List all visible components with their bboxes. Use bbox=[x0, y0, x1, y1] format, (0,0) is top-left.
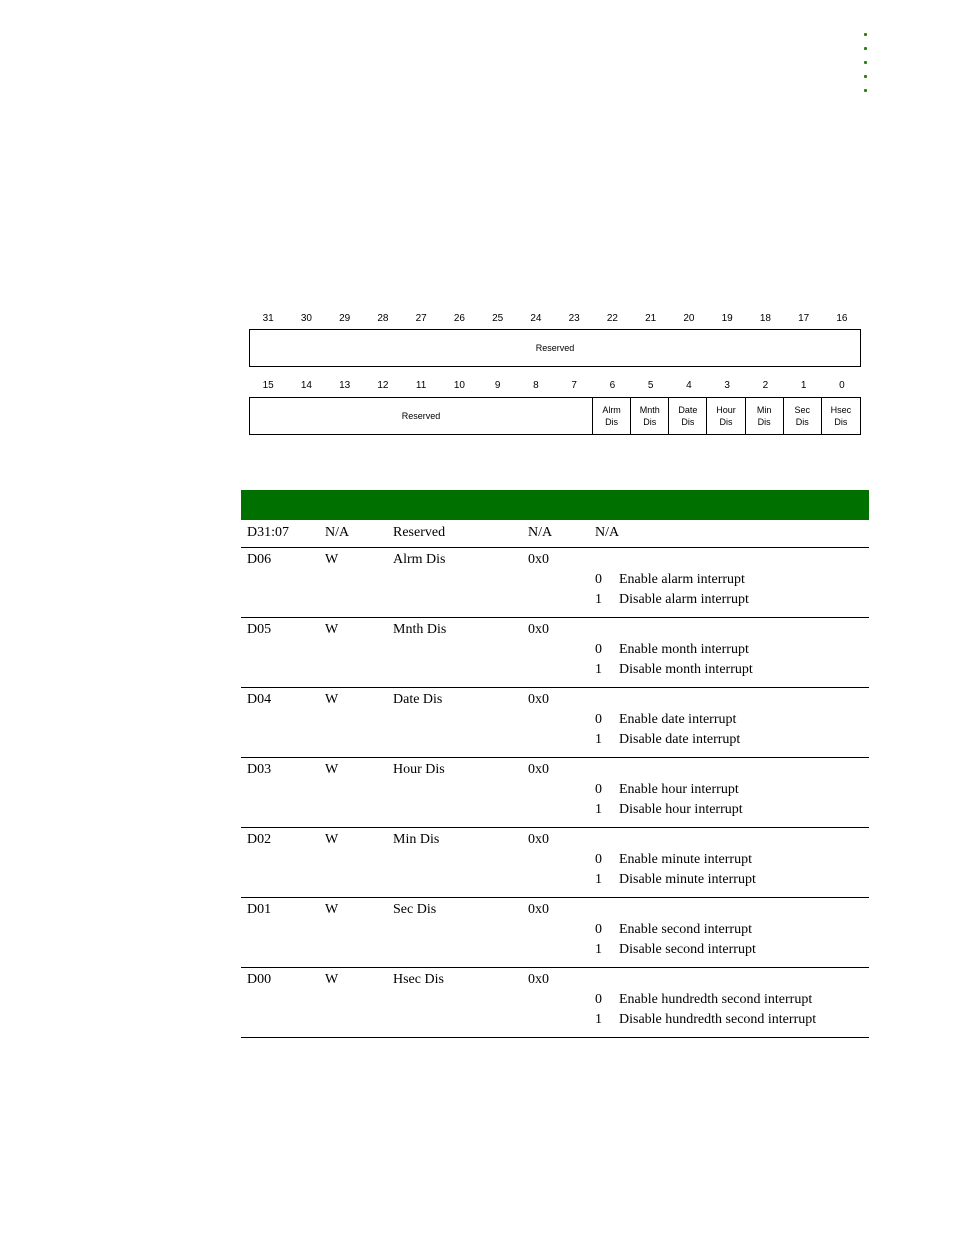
option-value: 0 bbox=[595, 642, 602, 657]
field-label: Dis bbox=[834, 417, 848, 427]
table-row bbox=[241, 898, 869, 968]
table-row bbox=[241, 688, 869, 758]
cell-mnemonic: Min Dis bbox=[393, 832, 440, 847]
cell-reset: 0x0 bbox=[528, 832, 549, 847]
register-low-half bbox=[249, 397, 861, 435]
table-row bbox=[241, 520, 869, 548]
bit-number: 29 bbox=[339, 313, 351, 324]
cell-mnemonic: Reserved bbox=[393, 525, 446, 540]
field-label: Min bbox=[756, 405, 772, 415]
cell-bits: D03 bbox=[247, 762, 272, 777]
cell-mnemonic: Mnth Dis bbox=[393, 622, 447, 637]
cell-access: W bbox=[325, 762, 339, 777]
option-description: Enable month interrupt bbox=[619, 642, 749, 657]
option-description: Disable hour interrupt bbox=[619, 802, 743, 817]
bit-number: 31 bbox=[262, 313, 274, 324]
table-row bbox=[241, 968, 869, 1038]
bit-number: 18 bbox=[759, 313, 771, 324]
dot-marker bbox=[864, 47, 867, 50]
bit-number: 15 bbox=[262, 380, 274, 391]
field-label: Hsec bbox=[830, 405, 852, 415]
option-value: 1 bbox=[595, 732, 602, 747]
bit-number: 14 bbox=[300, 380, 312, 391]
cell-bits: D05 bbox=[247, 622, 272, 637]
dot-marker bbox=[864, 61, 867, 64]
option-value: 1 bbox=[595, 942, 602, 957]
bit-number: 7 bbox=[571, 380, 577, 391]
cell-bits: D00 bbox=[247, 972, 272, 987]
field-label: Dis bbox=[795, 417, 809, 427]
option-description: Disable second interrupt bbox=[619, 942, 756, 957]
bit-numbers-low bbox=[249, 380, 861, 394]
bit-number: 23 bbox=[568, 313, 580, 324]
bit-number: 30 bbox=[300, 313, 312, 324]
cell-reset: 0x0 bbox=[528, 622, 549, 637]
field-mnth-dis bbox=[631, 398, 669, 434]
cell-reset: 0x0 bbox=[528, 552, 549, 567]
option-description: Disable hundredth second interrupt bbox=[619, 1012, 817, 1027]
cell-mnemonic: Date Dis bbox=[393, 692, 443, 707]
cell-reset: 0x0 bbox=[528, 972, 549, 987]
option-value: 0 bbox=[595, 782, 602, 797]
bit-number: 13 bbox=[339, 380, 351, 391]
option-value: 0 bbox=[595, 992, 602, 1007]
option-description: Disable date interrupt bbox=[619, 732, 741, 747]
bit-number: 11 bbox=[415, 380, 427, 391]
table-row bbox=[241, 548, 869, 618]
cell-mnemonic: Hsec Dis bbox=[393, 972, 444, 987]
dot-marker bbox=[864, 33, 867, 36]
option-description: Disable minute interrupt bbox=[619, 872, 756, 887]
bit-number: 17 bbox=[798, 313, 810, 324]
option-description: Disable month interrupt bbox=[619, 662, 753, 677]
field-sec-dis bbox=[784, 398, 822, 434]
bit-number: 22 bbox=[606, 313, 618, 324]
cell-access: W bbox=[325, 972, 339, 987]
option-description: Enable hour interrupt bbox=[619, 782, 739, 797]
field-label: Mnth bbox=[639, 405, 660, 415]
option-value: 0 bbox=[595, 712, 602, 727]
option-value: 1 bbox=[595, 592, 602, 607]
option-description: Enable hundredth second interrupt bbox=[619, 992, 813, 1007]
reserved-field: Reserved bbox=[535, 343, 575, 353]
table-row bbox=[241, 758, 869, 828]
bit-number: 2 bbox=[762, 380, 769, 391]
cell-bits: D01 bbox=[247, 902, 272, 917]
field-date-dis bbox=[669, 398, 707, 434]
dot-marker bbox=[864, 89, 867, 92]
cell-mnemonic: Sec Dis bbox=[393, 902, 437, 917]
cell-reset: 0x0 bbox=[528, 692, 549, 707]
option-description: Enable second interrupt bbox=[619, 922, 752, 937]
cell-access: W bbox=[325, 902, 339, 917]
field-label: Sec bbox=[794, 405, 811, 415]
bit-number: 20 bbox=[683, 313, 695, 324]
option-description: Enable minute interrupt bbox=[619, 852, 752, 867]
option-value: 1 bbox=[595, 662, 602, 677]
option-value: 0 bbox=[595, 852, 602, 867]
bit-number: 0 bbox=[839, 380, 845, 391]
bit-number: 16 bbox=[836, 313, 848, 324]
field-label: Dis bbox=[757, 417, 771, 427]
cell-bits: D06 bbox=[247, 552, 272, 567]
dot-marker bbox=[864, 75, 867, 78]
field-label: Dis bbox=[681, 417, 695, 427]
cell-bits: D04 bbox=[247, 692, 272, 707]
bit-number: 9 bbox=[494, 380, 501, 391]
bit-number: 5 bbox=[647, 380, 654, 391]
bit-number: 19 bbox=[721, 313, 733, 324]
bit-number: 8 bbox=[533, 380, 539, 391]
table-row bbox=[241, 618, 869, 688]
cell-access: W bbox=[325, 692, 339, 707]
option-value: 1 bbox=[595, 872, 602, 887]
option-value: 0 bbox=[595, 572, 602, 587]
register-high-half bbox=[249, 329, 861, 367]
field-min-dis bbox=[746, 398, 784, 434]
table-row bbox=[241, 828, 869, 898]
bit-number: 27 bbox=[415, 313, 427, 324]
option-value: 1 bbox=[595, 1012, 602, 1027]
bit-number: 26 bbox=[453, 313, 465, 324]
field-alrm-dis bbox=[593, 398, 631, 434]
field-label: Dis bbox=[643, 417, 657, 427]
cell-access: W bbox=[325, 622, 339, 637]
cell-access: W bbox=[325, 832, 339, 847]
cell-reset: N/A bbox=[528, 525, 553, 540]
bit-number: 24 bbox=[530, 313, 542, 324]
field-label: Date bbox=[678, 405, 698, 415]
cell-mnemonic: Hour Dis bbox=[393, 762, 445, 777]
field-label: Dis bbox=[719, 417, 733, 427]
bit-number: 4 bbox=[686, 380, 692, 391]
cell-reset: 0x0 bbox=[528, 762, 549, 777]
bit-number: 21 bbox=[645, 313, 657, 324]
option-value: 0 bbox=[595, 922, 602, 937]
bit-number: 25 bbox=[492, 313, 504, 324]
option-value: 1 bbox=[595, 802, 602, 817]
cell-description: N/A bbox=[595, 525, 620, 540]
field-hour-dis bbox=[707, 398, 745, 434]
bit-number: 12 bbox=[377, 380, 389, 391]
bit-numbers-high bbox=[249, 313, 861, 327]
bit-number: 10 bbox=[453, 380, 465, 391]
option-description: Enable date interrupt bbox=[619, 712, 737, 727]
cell-reset: 0x0 bbox=[528, 902, 549, 917]
bit-number: 3 bbox=[724, 380, 730, 391]
cell-mnemonic: Alrm Dis bbox=[393, 552, 446, 567]
field-label: Hour bbox=[716, 405, 736, 415]
table-header bbox=[241, 490, 869, 520]
option-description: Disable alarm interrupt bbox=[619, 592, 749, 607]
bit-number: 28 bbox=[377, 313, 389, 324]
option-description: Enable alarm interrupt bbox=[619, 572, 745, 587]
cell-access: W bbox=[325, 552, 339, 567]
register-table bbox=[241, 490, 869, 1038]
field-hsec-dis bbox=[822, 398, 860, 434]
bit-number: 1 bbox=[800, 380, 807, 391]
reserved-field: Reserved bbox=[250, 398, 593, 434]
field-label: Alrm bbox=[602, 405, 621, 415]
cell-access: N/A bbox=[325, 525, 350, 540]
cell-bits: D31:07 bbox=[247, 525, 289, 540]
bit-number: 6 bbox=[609, 380, 616, 391]
field-label: Dis bbox=[605, 417, 619, 427]
margin-dots bbox=[864, 33, 870, 103]
cell-bits: D02 bbox=[247, 832, 272, 847]
